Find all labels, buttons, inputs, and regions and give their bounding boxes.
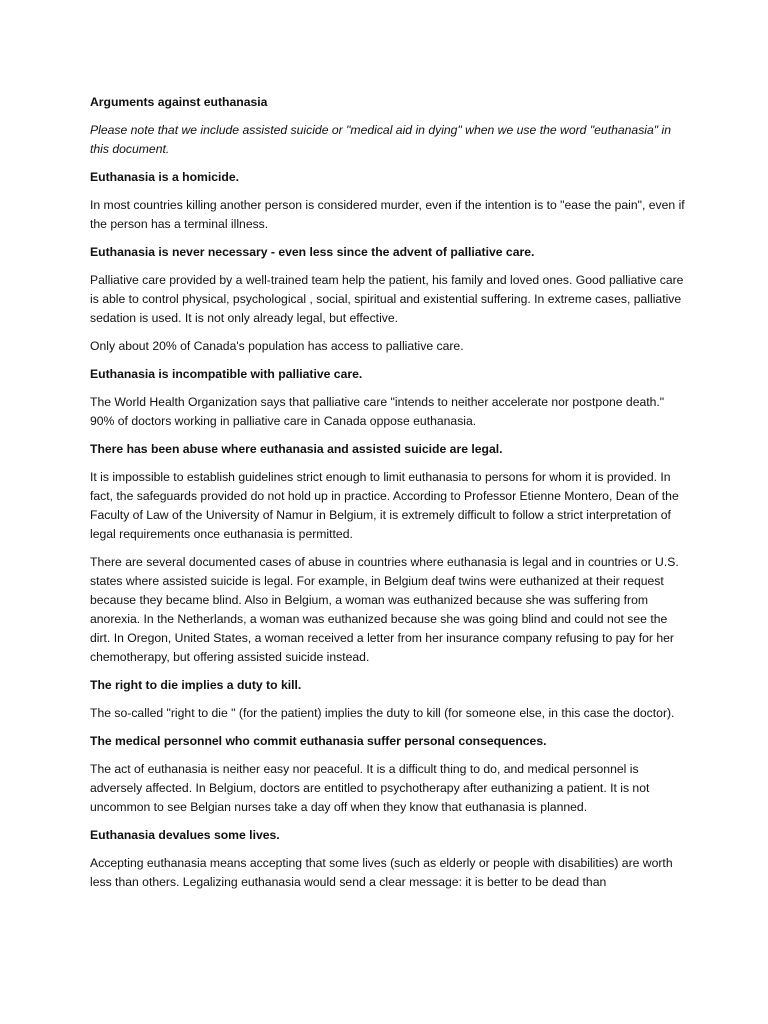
section-paragraph: Accepting euthanasia means accepting that some lives (such as elderly or people with disabilities) are worth less than others. Legalizing euthanasia would send a clear message: it is better to be dead than [90,856,673,889]
document-note: Please note that we include assisted suicide or "medical aid in dying" when we use the word "euthanasia" in this document. [90,123,671,156]
section-paragraph: It is impossible to establish guidelines strict enough to limit euthanasia to persons for whom it is provided. In fact, the safeguards provided do not hold up in practice. According to Professor Etienne Montero, Dean of the Faculty of Law of the University of Namur in Belgium, it is extremely difficult to follow a strict interpretation of legal requirements once euthanasia is permitted. [90,470,679,541]
section-paragraph: Only about 20% of Canada's population has access to palliative care. [90,339,464,353]
section-paragraph: There are several documented cases of abuse in countries where euthanasia is legal and in countries or U.S. states where assisted suicide is legal. For example, in Belgium deaf twins were euthanized at their request because they became blind. Also in Belgium, a woman was euthanized because she was suffering from anorexia. In the Netherlands, a woman was euthanized because she was going blind and could not see the dirt. In Oregon, United States, a woman received a letter from her insurance company refusing to pay for her chemotherapy, but offering assisted suicide instead. [90,555,679,664]
document-title: Arguments against euthanasia [90,95,268,109]
section-paragraph: The so-called "right to die " (for the patient) implies the duty to kill (for someone else, in this case the doctor). [90,706,675,720]
section-paragraph: The act of euthanasia is neither easy nor peaceful. It is a difficult thing to do, and medical personnel is adversely affected. In Belgium, doctors are entitled to psychotherapy after euthanizing a patient. It is not uncommon to see Belgian nurses take a day off when they know that euthanasia is planned. [90,762,650,814]
section-heading-devalues-lives: Euthanasia devalues some lives. [90,828,280,842]
section-heading-right-to-die: The right to die implies a duty to kill. [90,678,302,692]
section-heading-homicide: Euthanasia is a homicide. [90,170,240,184]
section-paragraph: In most countries killing another person is considered murder, even if the intention is to "ease the pain", even if the person has a terminal illness. [90,198,685,231]
section-heading-incompatible: Euthanasia is incompatible with palliative care. [90,367,363,381]
section-heading-medical-personnel: The medical personnel who commit euthanasia suffer personal consequences. [90,734,547,748]
section-paragraph: The World Health Organization says that palliative care "intends to neither accelerate nor postpone death." 90% of doctors working in palliative care in Canada oppose euthanasia. [90,395,665,428]
section-heading-abuse: There has been abuse where euthanasia and assisted suicide are legal. [90,442,503,456]
section-heading-never-necessary: Euthanasia is never necessary - even less since the advent of palliative care. [90,245,535,259]
document-page [90,93,690,901]
section-paragraph: Palliative care provided by a well-trained team help the patient, his family and loved ones. Good palliative care is able to control physical, psychological , social, spiritual and existential suffering. In extreme cases, palliative sedation is used. It is not only already legal, but effective. [90,273,684,325]
